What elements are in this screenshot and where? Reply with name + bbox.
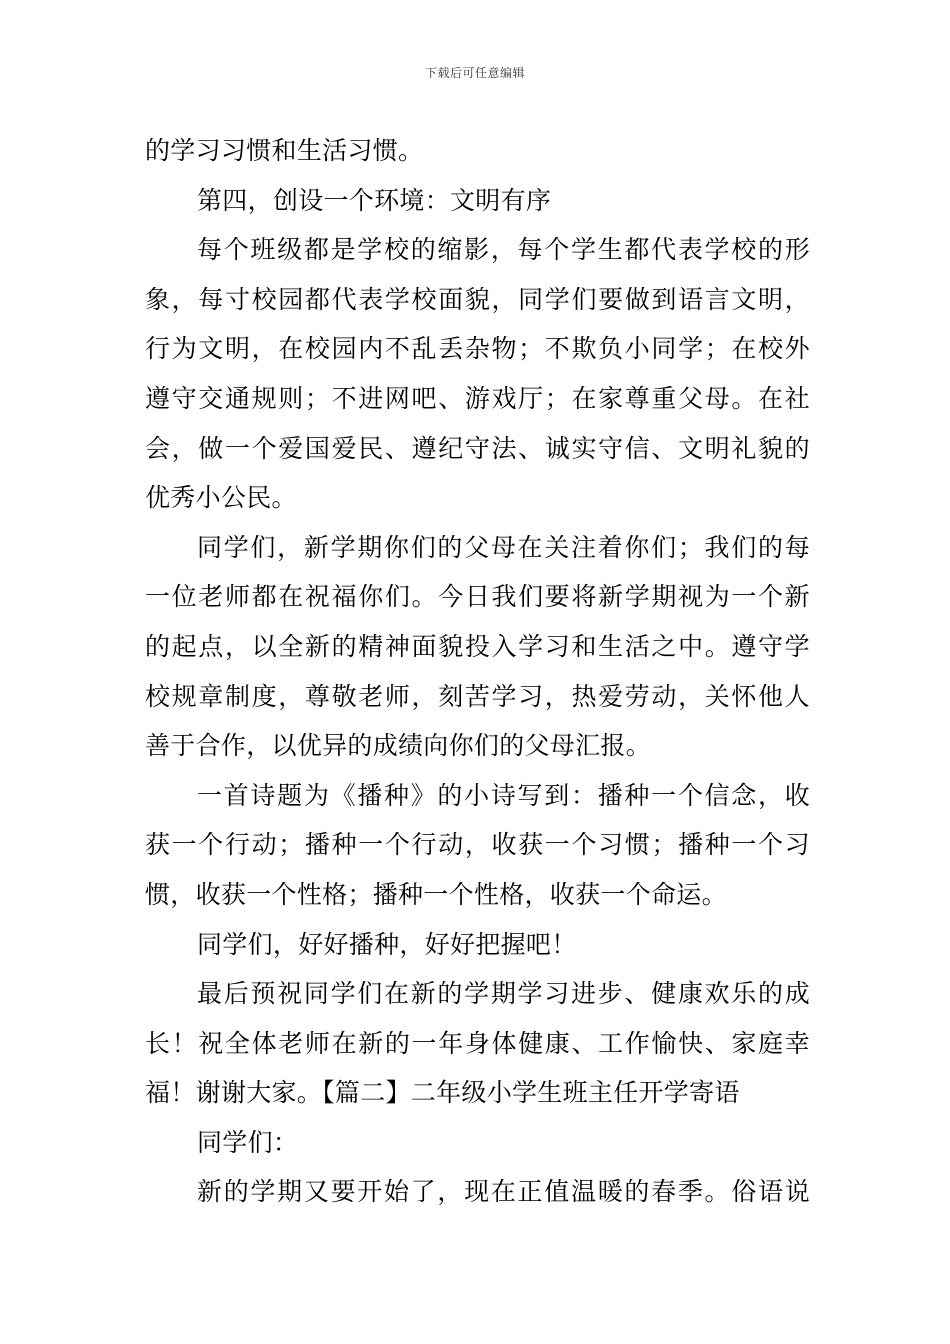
text-line: 善于合作，以优异的成绩向你们的父母汇报。: [145, 731, 652, 761]
text-line: 一首诗题为《播种》的小诗写到：播种一个信念，收: [197, 780, 810, 810]
text-line: 最后预祝同学们在新的学期学习进步、健康欢乐的成: [197, 979, 810, 1009]
text-line: 同学们，新学期你们的父母在关注着你们；我们的每: [197, 532, 810, 562]
salutation-line: 同学们：: [197, 1127, 299, 1157]
text-line: 新的学期又要开始了，现在正值温暖的春季。俗语说: [197, 1177, 810, 1207]
section-heading: 第四，创设一个环境：文明有序: [197, 185, 552, 215]
text-line: 会，做一个爱国爱民、遵纪守法、诚实守信、文明礼貌的: [145, 433, 810, 463]
text-line: 福！谢谢大家。【篇二】二年级小学生班主任开学寄语: [145, 1078, 740, 1108]
text-line: 优秀小公民。: [145, 483, 297, 513]
document-body: [145, 126, 810, 1217]
text-line: 每个班级都是学校的缩影，每个学生都代表学校的形: [197, 235, 810, 265]
text-line: 的学习习惯和生活习惯。: [145, 136, 424, 165]
text-line: 遵守交通规则；不进网吧、游戏厅；在家尊重父母。在社: [145, 383, 810, 413]
text-line: 惯，收获一个性格；播种一个性格，收获一个命运。: [145, 879, 727, 909]
text-line: 一位老师都在祝福你们。今日我们要将新学期视为一个新: [145, 582, 810, 612]
text-line: 的起点，以全新的精神面貌投入学习和生活之中。遵守学: [145, 631, 810, 661]
text-line: 象，每寸校园都代表学校面貌，同学们要做到语言文明，: [145, 284, 810, 314]
text-line: 行为文明，在校园内不乱丢杂物；不欺负小同学；在校外: [145, 334, 810, 364]
text-line: 获一个行动；播种一个行动，收获一个习惯；播种一个习: [145, 830, 810, 860]
text-line: 校规章制度，尊敬老师，刻苦学习，热爱劳动，关怀他人: [145, 681, 810, 711]
text-line: 长！祝全体老师在新的一年身体健康、工作愉快、家庭幸: [145, 1028, 810, 1058]
page-header: 下载后可任意编辑: [424, 66, 525, 80]
text-line: 同学们，好好播种，好好把握吧！: [197, 929, 577, 959]
